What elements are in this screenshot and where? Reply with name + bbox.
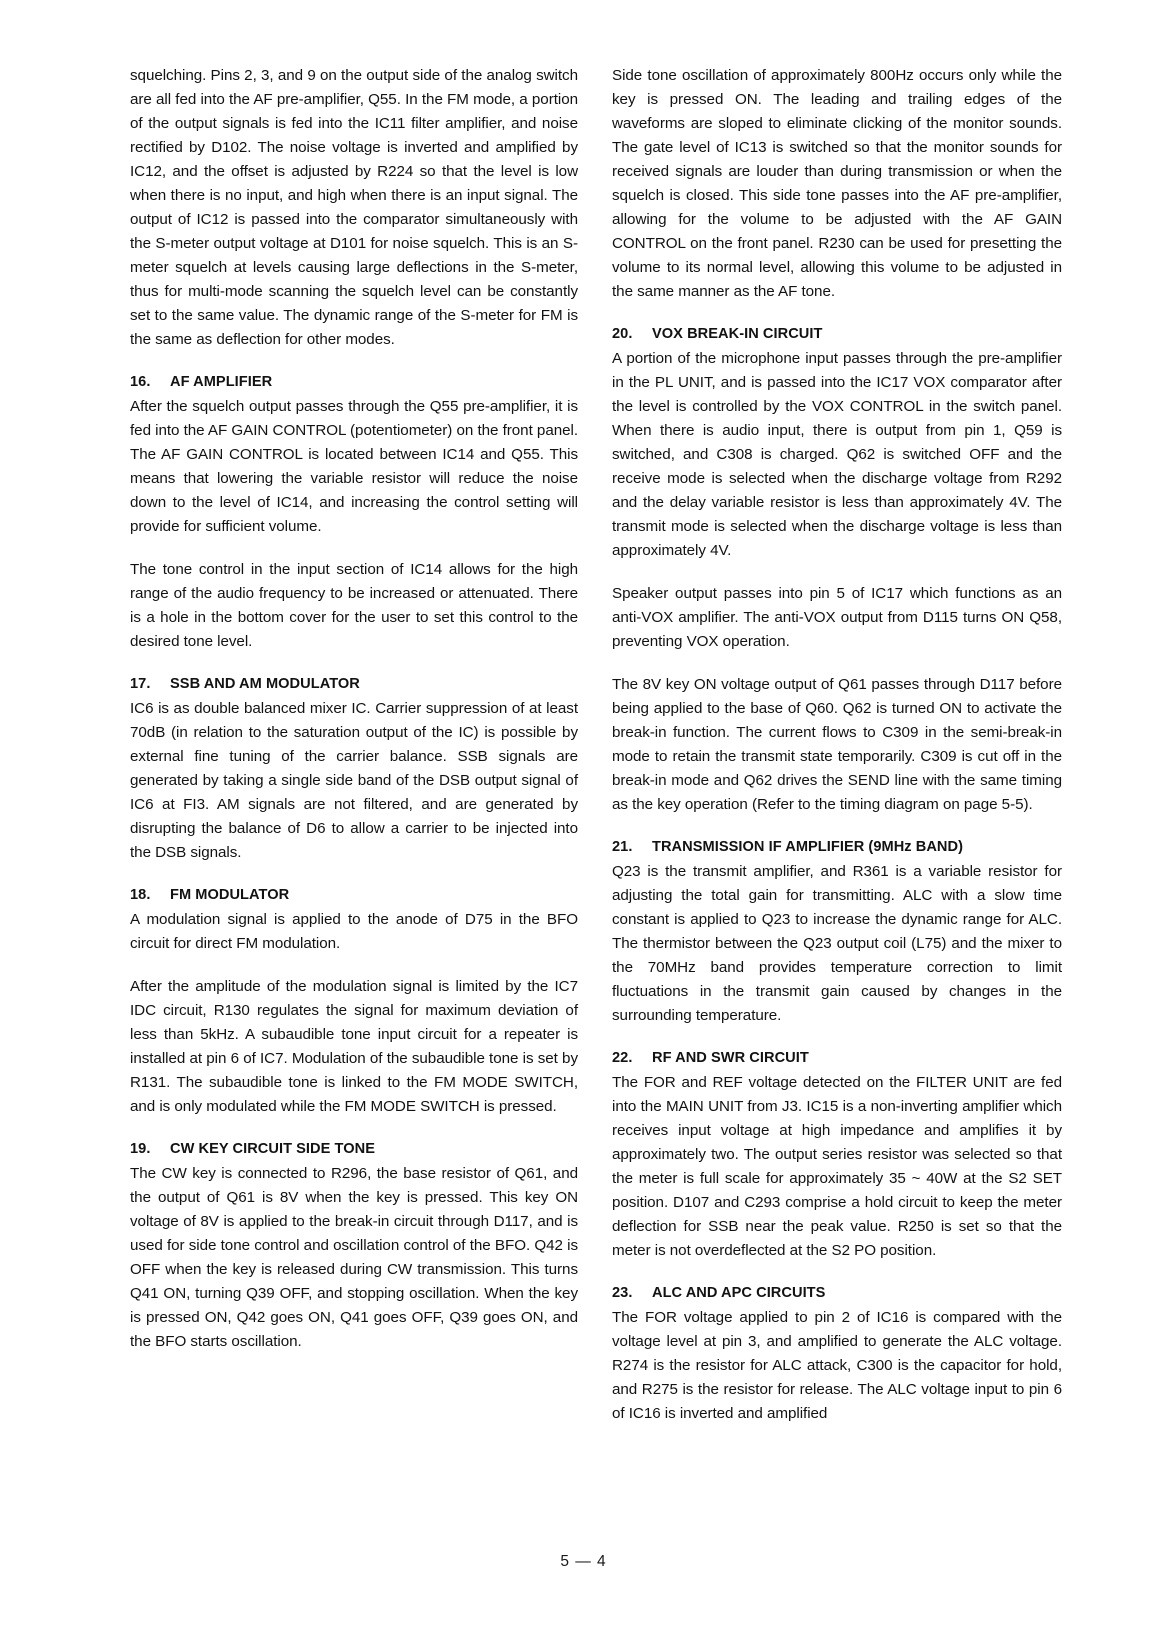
section-heading bbox=[130, 673, 578, 696]
paragraph: A portion of the microphone input passes through the pre-amplifier in the PL UNIT, and is passed into the IC17 VOX comparator after the level is controlled by the VOX CONTROL in the switch panel. When there is audio input, there is output from pin 1, Q59 is switched, and C308 is charged. Q62 is switched OFF and the receive mode is selected when the discharge voltage from R292 and the delay variable resistor is less than approximately 4V. The transmit mode is selected when the discharge voltage is less than approximately 4V. bbox=[612, 350, 1062, 559]
section-number: 18. bbox=[130, 887, 151, 903]
section-heading bbox=[130, 884, 578, 907]
section-number: 22. bbox=[612, 1050, 633, 1066]
two-column-layout bbox=[130, 64, 1071, 1445]
section-block bbox=[612, 323, 1062, 563]
page-number-footer: 5 — 4 bbox=[560, 1553, 607, 1570]
paragraph: The CW key is connected to R296, the base resistor of Q61, and the output of Q61 is 8V when the key is pressed. This key ON voltage of 8V is applied to the break-in circuit through D117, and is used for side tone control and oscillation control of the BFO. Q42 is OFF when the key is released during CW transmission. This turns Q41 ON, turning Q39 OFF, and stopping oscillation. When the key is pressed ON, Q42 goes ON, Q41 goes OFF, Q39 goes ON, and the BFO starts oscillation. bbox=[130, 1165, 578, 1350]
right-text-column bbox=[612, 64, 1062, 1445]
paragraph: After the amplitude of the modulation signal is limited by the IC7 IDC circuit, R130 regulates the signal for maximum deviation of less than 5kHz. A subaudible tone input circuit for a repeater is installed at pin 6 of IC7. Modulation of the subaudible tone is set by R131. The subaudible tone is linked to the FM MODE SWITCH, and is only modulated while the FM MODE SWITCH is pressed. bbox=[130, 978, 578, 1115]
section-title: SSB AND AM MODULATOR bbox=[170, 676, 360, 692]
paragraph: The tone control in the input section of IC14 allows for the high range of the audio frequency to be increased or attenuated. There is a hole in the bottom cover for the user to set this control to the desired tone level. bbox=[130, 561, 578, 650]
section-number: 17. bbox=[130, 676, 151, 692]
paragraph: After the squelch output passes through the Q55 pre-amplifier, it is fed into the AF GAIN CONTROL (potentiometer) on the front panel. The AF GAIN CONTROL is located between IC14 and Q55. This means that lowering the variable resistor will reduce the noise down to the level of IC14, and increasing the control setting will provide for sufficient volume. bbox=[130, 398, 578, 535]
section-block bbox=[130, 673, 578, 865]
paragraph: A modulation signal is applied to the anode of D75 in the BFO circuit for direct FM modulation. bbox=[130, 911, 578, 952]
section-number: 19. bbox=[130, 1141, 151, 1157]
section-number: 20. bbox=[612, 326, 633, 342]
section-title: RF AND SWR CIRCUIT bbox=[652, 1050, 809, 1066]
section-title: CW KEY CIRCUIT SIDE TONE bbox=[170, 1141, 375, 1157]
section-title: AF AMPLIFIER bbox=[170, 374, 273, 390]
section-title: TRANSMISSION IF AMPLIFIER (9MHz BAND) bbox=[652, 839, 964, 855]
section-number: 23. bbox=[612, 1285, 633, 1301]
section-heading bbox=[612, 323, 1062, 346]
section-heading bbox=[130, 1138, 578, 1161]
paragraph: The 8V key ON voltage output of Q61 passes through D117 before being applied to the base of Q60. Q62 is turned ON to activate the break-in function. The current flows to C309 in the semi-break-in mode to retain the transmit state temporarily. C309 is cut off in the break-in mode and Q62 drives the SEND line with the same timing as the key operation (Refer to the timing diagram on page 5-5). bbox=[612, 676, 1062, 813]
section-block bbox=[612, 1047, 1062, 1263]
section-heading bbox=[612, 836, 1062, 859]
section-block bbox=[612, 1282, 1062, 1426]
section-block bbox=[130, 371, 578, 539]
section-block bbox=[130, 884, 578, 956]
section-title: ALC AND APC CIRCUITS bbox=[652, 1285, 826, 1301]
section-block bbox=[130, 1138, 578, 1354]
section-heading bbox=[130, 371, 578, 394]
paragraph: IC6 is as double balanced mixer IC. Carrier suppression of at least 70dB (in relation to the saturation output of the IC) is possible by external fine tuning of the carrier balance. SSB signals are generated by taking a single side band of the DSB output signal of IC6 at FI3. AM signals are not filtered, and are generated by disrupting the balance of D6 to allow a carrier to be injected into the DSB signals. bbox=[130, 700, 578, 861]
paragraph: Side tone oscillation of approximately 800Hz occurs only while the key is pressed ON. The leading and trailing edges of the waveforms are sloped to eliminate clicking of the monitor sounds. The gate level of IC13 is switched so that the monitor sounds for received signals are louder than during transmission or when the squelch is closed. This side tone passes into the AF pre-amplifier, allowing for the volume to be adjusted with the AF GAIN CONTROL on the front panel. R230 can be used for presetting the volume to its normal level, allowing this volume to be adjusted in the same manner as the AF tone. bbox=[612, 67, 1062, 300]
section-number: 16. bbox=[130, 374, 151, 390]
left-text-column bbox=[130, 64, 578, 1373]
section-heading bbox=[612, 1282, 1062, 1305]
section-number: 21. bbox=[612, 839, 633, 855]
paragraph: Q23 is the transmit amplifier, and R361 is a variable resistor for adjusting the total gain for transmitting. ALC with a slow time constant is applied to Q23 to increase the dynamic range for ALC. The thermistor between the Q23 output coil (L75) and the mixer to the 70MHz band provides temperature correction to limit fluctuations in the transmit gain caused by changes in the surrounding temperature. bbox=[612, 863, 1062, 1024]
paragraph: The FOR voltage applied to pin 2 of IC16 is compared with the voltage level at pin 3, and amplified to generate the ALC voltage. R274 is the resistor for ALC attack, C300 is the capacitor for hold, and R275 is the resistor for release. The ALC voltage input to pin 6 of IC16 is inverted and amplified bbox=[612, 1309, 1062, 1422]
paragraph: squelching. Pins 2, 3, and 9 on the output side of the analog switch are all fed into the AF pre-amplifier, Q55. In the FM mode, a portion of the output signals is fed into the IC11 filter amplifier, and noise rectified by D102. The noise voltage is inverted and amplified by IC12, and the offset is adjusted by R224 so that the level is low when there is no input, and high when there is an input signal. The output of IC12 is passed into the comparator simultaneously with the S-meter output voltage at D101 for noise squelch. This is an S-meter squelch at levels causing large deflections in the S-meter, thus for multi-mode scanning the squelch level can be constantly set to the same value. The dynamic range of the S-meter for FM is the same as deflection for other modes. bbox=[130, 67, 578, 348]
paragraph: Speaker output passes into pin 5 of IC17 which functions as an anti-VOX amplifier. The anti-VOX output from D115 turns ON Q58, preventing VOX operation. bbox=[612, 585, 1062, 650]
section-block bbox=[612, 836, 1062, 1028]
section-title: VOX BREAK-IN CIRCUIT bbox=[652, 326, 823, 342]
section-title: FM MODULATOR bbox=[170, 887, 290, 903]
section-heading bbox=[612, 1047, 1062, 1070]
paragraph: The FOR and REF voltage detected on the FILTER UNIT are fed into the MAIN UNIT from J3. IC15 is a non-inverting amplifier which receives input voltage at high impedance and amplifies it by approximately two. The output series resistor was selected so that the meter is full scale for approximately 35 ~ 40W at the S2 SET position. D107 and C293 comprise a hold circuit to keep the meter deflection for SSB near the peak value. R250 is set so that the meter is not overdeflected at the S2 PO position. bbox=[612, 1074, 1062, 1259]
